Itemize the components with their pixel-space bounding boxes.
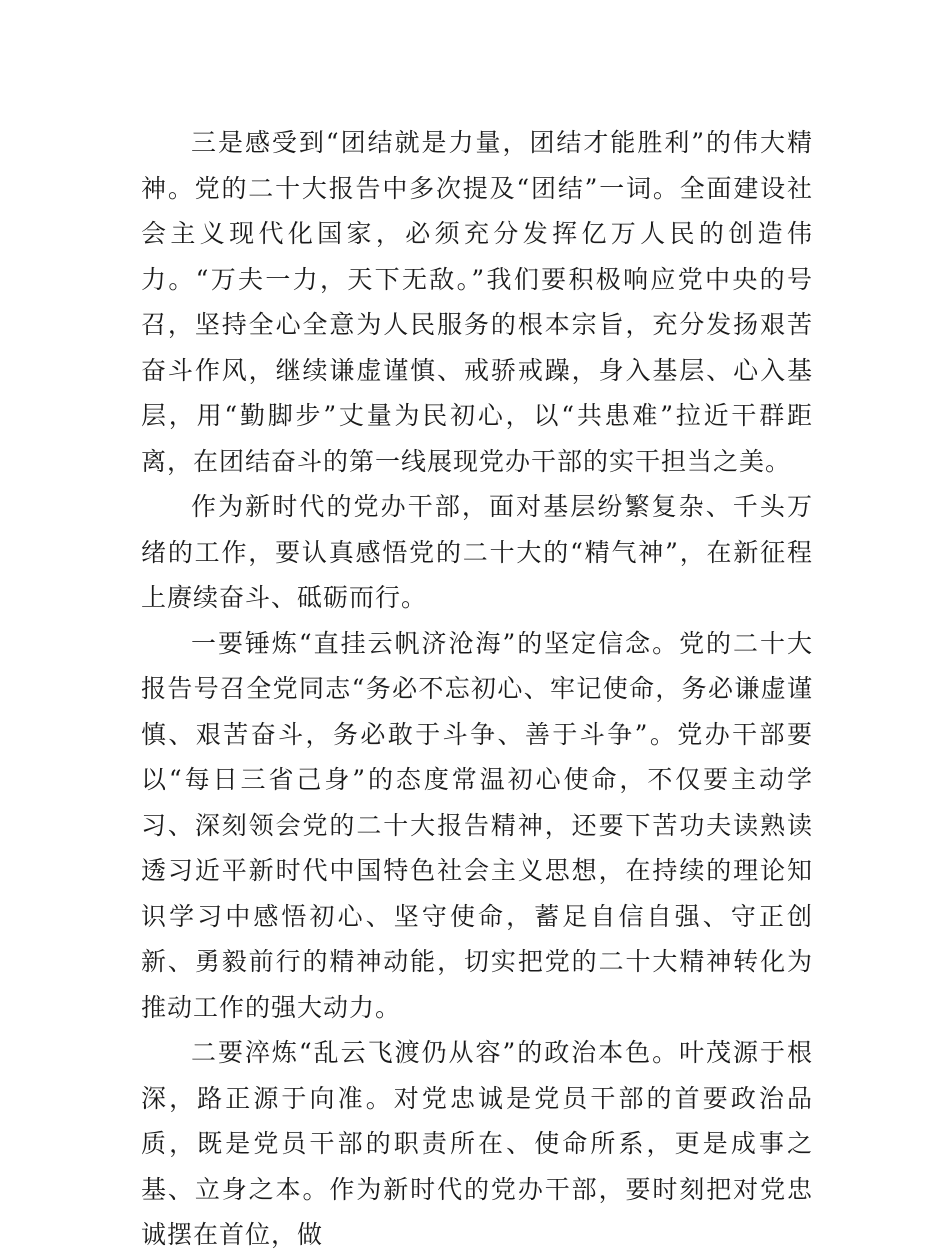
- paragraph-unity-spirit: 三是感受到“团结就是力量，团结才能胜利”的伟大精神。党的二十大报告中多次提及“团结”一词。全面建设社会主义现代化国家，必须充分发挥亿万人民的创造伟力。“万夫一力，天下无敌。”我们要积极响应党中央的号召，坚持全心全意为人民服务的根本宗旨，充分发扬艰苦奋斗作风，继续谦虚谨慎、戒骄戒躁，身入基层、心入基层，用“勤脚步”丈量为民初心，以“共患难”拉近干群距离，在团结奋斗的第一线展现党办干部的实干担当之美。: [141, 128, 813, 476]
- paragraph-political-quality: 二要淬炼“乱云飞渡仍从容”的政治本色。叶茂源于根深，路正源于向准。对党忠诚是党员干部的首要政治品质，既是党员干部的职责所在、使命所系，更是成事之基、立身之本。作为新时代的党办干部，要时刻把对党忠诚摆在首位，做: [141, 1038, 813, 1249]
- paragraph-firm-belief: 一要锤炼“直挂云帆济沧海”的坚定信念。党的二十大报告号召全党同志“务必不忘初心、牢记使命，务必谦虚谨慎、艰苦奋斗，务必敢于斗争、善于斗争”。党办干部要以“每日三省己身”的态度常温初心使命，不仅要主动学习、深刻领会党的二十大报告精神，还要下苦功夫读熟读透习近平新时代中国特色社会主义思想，在持续的理论知识学习中感悟初心、坚守使命，蓄足自信自强、守正创新、勇毅前行的精神动能，切实把党的二十大精神转化为推动工作的强大动力。: [141, 628, 813, 1022]
- document-body: [141, 120, 813, 1258]
- paragraph-new-era-cadres: 作为新时代的党办干部，面对基层纷繁复杂、千头万绪的工作，要认真感悟党的二十大的“精气神”，在新征程上赓续奋斗、砥砺而行。: [141, 492, 813, 612]
